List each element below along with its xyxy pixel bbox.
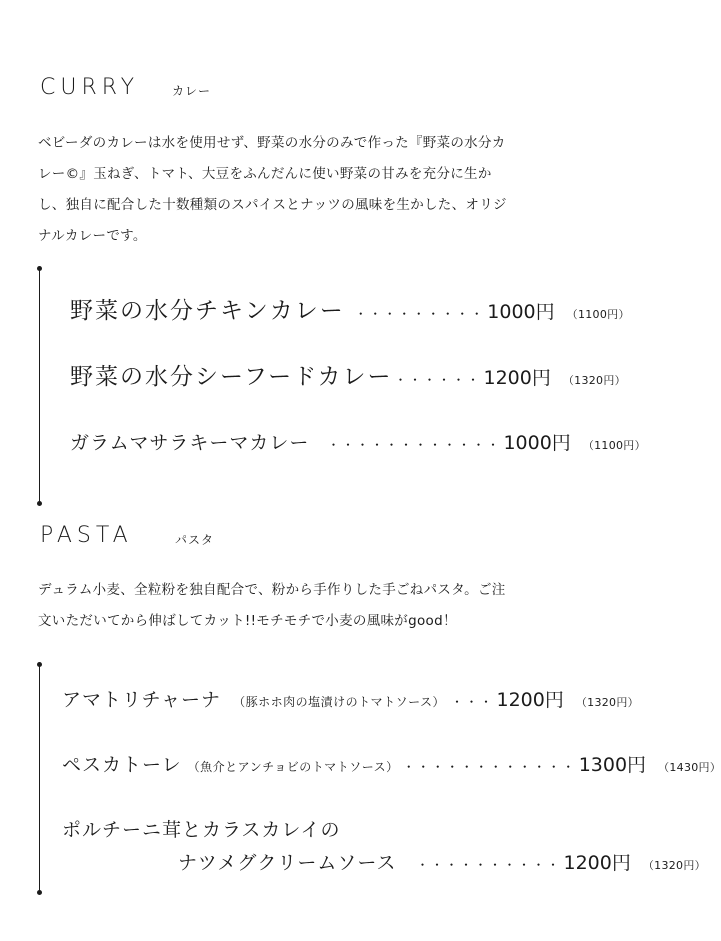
menu-item-pescatore: [62, 750, 721, 777]
dot-leader: ・・・・・・: [394, 373, 482, 387]
dot-leader: ・・・・・・・・・・・・: [402, 760, 577, 774]
pasta-section-subtitle: パスタ: [175, 533, 215, 547]
curry-description: ベビーダのカレーは水を使用せず、野菜の水分のみで作った『野菜の水分カレー©』玉ねぎ、トマト、大豆をふんだんに使い野菜の甘みを充分に生かし、独自に配合した十数種類のスパイスとナッツの風味を生かした、オリジナルカレーです。: [38, 135, 507, 244]
item-price: 1000円: [503, 432, 571, 454]
item-price-tax: （1320円）: [642, 859, 706, 872]
item-price-tax: （1100円）: [566, 308, 630, 321]
dot-leader: ・・・・・・・・・: [354, 307, 486, 321]
dot-leader: ・・・・・・・・・・・・: [327, 438, 502, 452]
item-price-tax: （1430円）: [658, 761, 721, 774]
item-price: 1200円: [483, 367, 551, 389]
menu-item-amatriciana: [62, 685, 639, 712]
curry-section-subtitle: カレー: [172, 84, 212, 98]
item-price-tax: （1320円）: [575, 696, 639, 709]
menu-item-seafood-curry: [70, 358, 626, 391]
menu-item-keema-curry: [70, 428, 646, 455]
item-description: （魚介とアンチョビのトマトソース）: [187, 760, 399, 774]
item-price: 1200円: [563, 852, 631, 874]
curry-section-title: CURRY: [40, 75, 140, 100]
item-name: 野菜の水分チキンカレー: [70, 298, 345, 324]
item-price: 1000円: [487, 301, 555, 323]
dot-leader: ・・・・・・・・・・: [416, 858, 562, 872]
item-description: （豚ホホ肉の塩漬けのトマトソース）: [233, 695, 445, 709]
item-price: 1300円: [578, 754, 647, 776]
curry-divider-line: [39, 268, 40, 504]
item-name: 野菜の水分シーフードカレー: [70, 364, 393, 390]
item-price-tax: （1100円）: [582, 439, 646, 452]
menu-item-chicken-curry: [70, 292, 630, 325]
menu-item-porcini-name-line1: ポルチーニ茸とカラスカレイの: [62, 819, 341, 841]
item-name: アマトリチャーナ: [62, 689, 222, 711]
item-name-line2: ナツメグクリームソース: [178, 852, 397, 874]
pasta-divider-line: [39, 664, 40, 893]
item-name: ガラムマサラキーマカレー: [70, 432, 310, 454]
pasta-description: デュラム小麦、全粒粉を独自配合で、粉から手作りした手ごねパスタ。ご注文いただいてから伸ばしてカット!!モチモチで小麦の風味がgood！: [38, 582, 506, 629]
item-price-tax: （1320円）: [562, 374, 626, 387]
pasta-section-title: PASTA: [40, 523, 133, 548]
menu-item-porcini: [178, 848, 706, 875]
item-price: 1200円: [496, 689, 564, 711]
dot-leader: ・・・: [450, 695, 495, 709]
item-name: ペスカトーレ: [62, 754, 182, 776]
